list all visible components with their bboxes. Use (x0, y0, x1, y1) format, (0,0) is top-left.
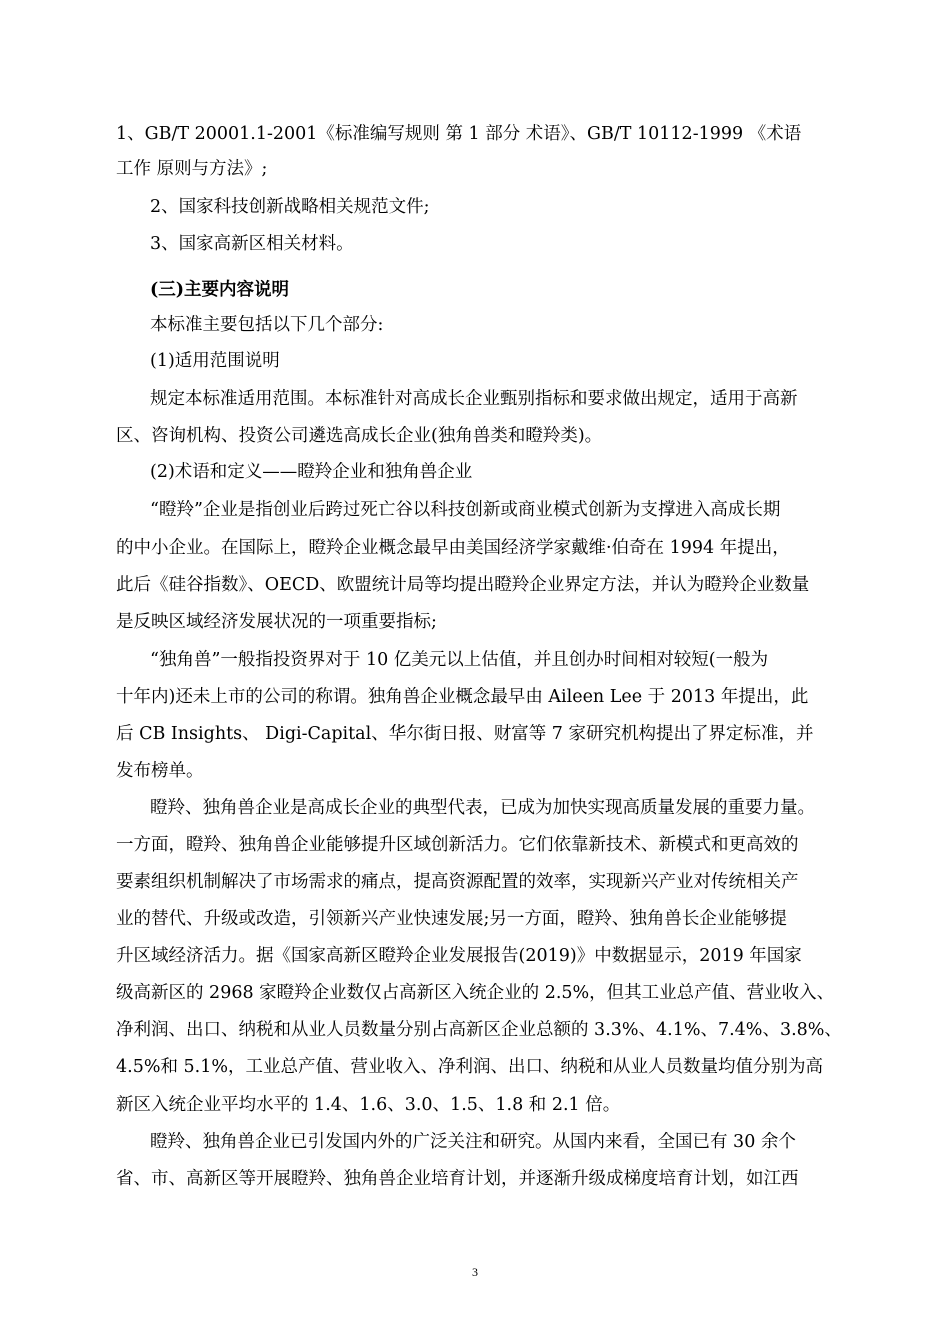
paragraph-unicorn-line-2: 十年内)还未上市的公司的称谓。独角兽企业概念最早由 Aileen Lee 于 2013 年提出，此 (116, 687, 809, 707)
paragraph-unicorn-line-4: 发布榜单。 (116, 761, 204, 781)
reference-item-2: 2、国家科技创新战略相关规范文件; (150, 197, 430, 217)
reference-item-3: 3、国家高新区相关材料。 (150, 234, 354, 254)
paragraph-attention-line-2: 省、市、高新区等开展瞪羚、独角兽企业培育计划，并逐渐升级成梯度培育计划，如江西 (116, 1169, 799, 1189)
subheading-scope: (1)适用范围说明 (150, 351, 280, 371)
paragraph-unicorn-line-3: 后 CB Insights、 Digi-Capital、华尔街日报、财富等 7 家研究机构提出了界定标准，并 (116, 724, 814, 744)
paragraph-importance-line-8: 4.5%和 5.1%，工业总产值、营业收入、净利润、出口、纳税和从业人员数量均值分别为高 (116, 1057, 823, 1077)
paragraph-gazelle-line-3: 此后《硅谷指数》、OECD、欧盟统计局等均提出瞪羚企业界定方法，并认为瞪羚企业数量 (116, 575, 810, 595)
paragraph-importance-line-2: 一方面，瞪羚、独角兽企业能够提升区域创新活力。它们依靠新技术、新模式和更高效的 (116, 835, 799, 855)
paragraph-gazelle-line-2: 的中小企业。在国际上，瞪羚企业概念最早由美国经济学家戴维·伯奇在 1994 年提出， (116, 538, 790, 558)
paragraph-importance-line-1: 瞪羚、独角兽企业是高成长企业的典型代表，已成为加快实现高质量发展的重要力量。 (150, 798, 815, 818)
reference-item-1-cont: 工作 原则与方法》; (116, 159, 268, 179)
paragraph-importance-line-7: 净利润、出口、纳税和从业人员数量分别占高新区企业总额的 3.3%、4.1%、7.4%、3.8%、 (116, 1020, 842, 1040)
reference-item-1: 1、GB/T 20001.1-2001《标准编写规则 第 1 部分 术语》、GB/T 10112-1999 《术语 (116, 124, 802, 144)
paragraph-gazelle-line-1: “瞪羚”企业是指创业后跨过死亡谷以科技创新或商业模式创新为支撑进入高成长期 (150, 500, 781, 520)
page-number: 3 (472, 1265, 478, 1279)
paragraph-importance-line-3: 要素组织机制解决了市场需求的痛点，提高资源配置的效率，实现新兴产业对传统相关产 (116, 872, 799, 892)
paragraph-importance-line-4: 业的替代、升级或改造，引领新兴产业快速发展;另一方面，瞪羚、独角兽长企业能够提 (116, 909, 787, 929)
paragraph-gazelle-line-4: 是反映区域经济发展状况的一项重要指标; (116, 612, 437, 632)
section-heading-main-content: (三)主要内容说明 (150, 280, 290, 300)
subheading-terms: (2)术语和定义——瞪羚企业和独角兽企业 (150, 462, 473, 482)
paragraph-attention-line-1: 瞪羚、独角兽企业已引发国内外的广泛关注和研究。从国内来看，全国已有 30 余个 (150, 1132, 796, 1152)
paragraph-unicorn-line-1: “独角兽”一般指投资界对于 10 亿美元以上估值，并且创办时间相对较短(一般为 (150, 650, 769, 670)
paragraph-scope-line-1: 规定本标准适用范围。本标准针对高成长企业甄别指标和要求做出规定，适用于高新 (150, 389, 798, 409)
paragraph-importance-line-6: 级高新区的 2968 家瞪羚企业数仅占高新区入统企业的 2.5%，但其工业总产值、营业收入、 (116, 983, 835, 1003)
paragraph-importance-line-9: 新区入统企业平均水平的 1.4、1.6、3.0、1.5、1.8 和 2.1 倍。 (116, 1095, 621, 1115)
paragraph-importance-line-5: 升区域经济活力。据《国家高新区瞪羚企业发展报告(2019)》中数据显示，2019 年国家 (116, 946, 802, 966)
paragraph-intro: 本标准主要包括以下几个部分: (150, 315, 384, 335)
paragraph-scope-line-2: 区、咨询机构、投资公司遴选高成长企业(独角兽类和瞪羚类)。 (116, 426, 603, 446)
